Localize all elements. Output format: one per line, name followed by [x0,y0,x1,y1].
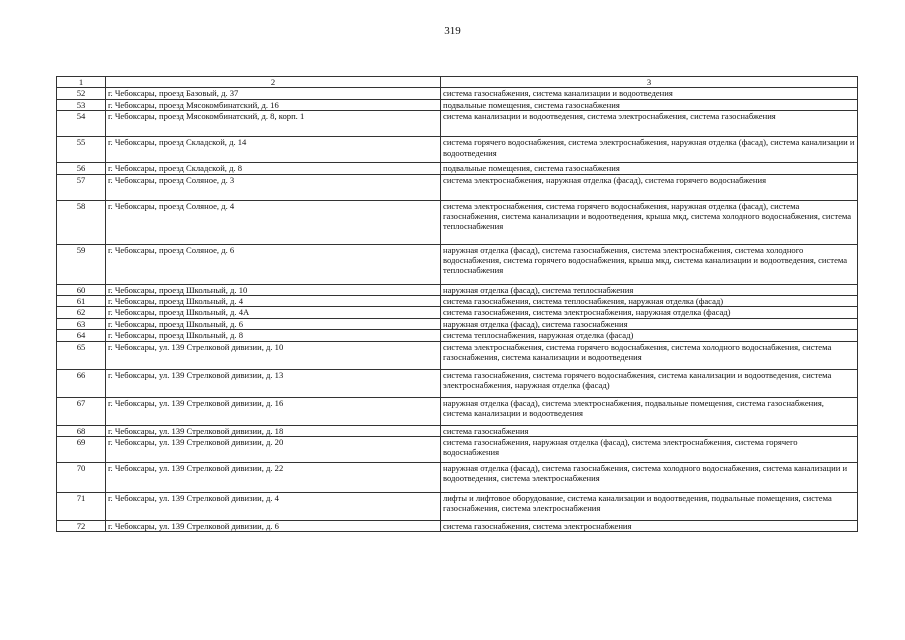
table-row [57,307,858,318]
row-systems-cell: система электроснабжения, система горячего водоснабжения, система холодного водоснабжения, система газоснабжения, система канализации и водоотведения [441,341,858,369]
row-address-cell: г. Чебоксары, проезд Школьный, д. 4 [106,296,441,307]
row-number-cell: 69 [57,437,106,463]
row-address-cell: г. Чебоксары, проезд Школьный, д. 4А [106,307,441,318]
registry-table [56,76,858,532]
table-row [57,493,858,521]
table-row [57,163,858,174]
column-header-3: 3 [441,77,858,88]
table-row [57,437,858,463]
row-number-cell: 65 [57,341,106,369]
row-systems-cell: система канализации и водоотведения, система электроснабжения, система газоснабжения [441,111,858,137]
row-number-cell: 59 [57,244,106,284]
row-address-cell: г. Чебоксары, проезд Соляное, д. 3 [106,174,441,200]
table-row [57,244,858,284]
registry-table-body [57,77,858,532]
row-systems-cell: наружная отделка (фасад), система газоснабжения, система электроснабжения, система холодного водоснабжения, система горячего водоснабжения, крыша мкд, система канализации и водоотведения, система теплоснабжения [441,244,858,284]
row-number-cell: 63 [57,318,106,329]
row-address-cell: г. Чебоксары, проезд Мясокомбинатский, д. 16 [106,99,441,110]
row-address-cell: г. Чебоксары, ул. 139 Стрелковой дивизии, д. 22 [106,463,441,493]
column-header-1: 1 [57,77,106,88]
row-number-cell: 55 [57,137,106,163]
row-number-cell: 60 [57,284,106,295]
row-number-cell: 62 [57,307,106,318]
row-systems-cell: подвальные помещения, система газоснабжения [441,163,858,174]
table-row [57,137,858,163]
row-systems-cell: наружная отделка (фасад), система газоснабжения, система холодного водоснабжения, система канализации и водоотведения, система электроснабжения [441,463,858,493]
row-number-cell: 72 [57,521,106,532]
row-systems-cell: система газоснабжения, система электроснабжения [441,521,858,532]
row-number-cell: 67 [57,397,106,425]
table-row [57,284,858,295]
row-address-cell: г. Чебоксары, ул. 139 Стрелковой дивизии, д. 4 [106,493,441,521]
row-systems-cell: подвальные помещения, система газоснабжения [441,99,858,110]
table-header-row [57,77,858,88]
row-systems-cell: система горячего водоснабжения, система электроснабжения, наружная отделка (фасад), система канализации и водоотведения [441,137,858,163]
table-row [57,397,858,425]
row-address-cell: г. Чебоксары, ул. 139 Стрелковой дивизии, д. 16 [106,397,441,425]
table-row [57,174,858,200]
row-systems-cell: система теплоснабжения, наружная отделка (фасад) [441,330,858,341]
page-number: 319 [444,25,461,37]
row-systems-cell: система газоснабжения, система теплоснабжения, наружная отделка (фасад) [441,296,858,307]
row-systems-cell: система газоснабжения, система горячего водоснабжения, система канализации и водоотведения, система электроснабжения, наружная отделка (фасад) [441,369,858,397]
table-row [57,521,858,532]
row-number-cell: 52 [57,88,106,99]
row-systems-cell: лифты и лифтовое оборудование, система канализации и водоотведения, подвальные помещения, система газоснабжения, система электроснабжения [441,493,858,521]
row-systems-cell: система газоснабжения, наружная отделка (фасад), система электроснабжения, система горячего водоснабжения [441,437,858,463]
table-row [57,318,858,329]
row-address-cell: г. Чебоксары, ул. 139 Стрелковой дивизии, д. 13 [106,369,441,397]
row-systems-cell: система газоснабжения, система электроснабжения, наружная отделка (фасад) [441,307,858,318]
row-address-cell: г. Чебоксары, проезд Складской, д. 14 [106,137,441,163]
row-number-cell: 57 [57,174,106,200]
row-address-cell: г. Чебоксары, проезд Мясокомбинатский, д. 8, корп. 1 [106,111,441,137]
row-address-cell: г. Чебоксары, проезд Школьный, д. 10 [106,284,441,295]
table-row [57,341,858,369]
row-number-cell: 61 [57,296,106,307]
table-row [57,88,858,99]
row-systems-cell: система газоснабжения, система канализации и водоотведения [441,88,858,99]
table-row [57,99,858,110]
row-number-cell: 54 [57,111,106,137]
row-systems-cell: система газоснабжения [441,425,858,436]
table-row [57,111,858,137]
table-row [57,369,858,397]
column-header-2: 2 [106,77,441,88]
row-address-cell: г. Чебоксары, проезд Соляное, д. 6 [106,244,441,284]
row-number-cell: 66 [57,369,106,397]
row-number-cell: 58 [57,200,106,244]
row-number-cell: 68 [57,425,106,436]
table-row [57,200,858,244]
row-systems-cell: наружная отделка (фасад), система электроснабжения, подвальные помещения, система газоснабжения, система канализации и водоотведения [441,397,858,425]
row-address-cell: г. Чебоксары, ул. 139 Стрелковой дивизии, д. 6 [106,521,441,532]
row-number-cell: 70 [57,463,106,493]
table-row [57,463,858,493]
row-address-cell: г. Чебоксары, проезд Базовый, д. 37 [106,88,441,99]
row-systems-cell: наружная отделка (фасад), система теплоснабжения [441,284,858,295]
table-row [57,296,858,307]
table-row [57,330,858,341]
row-number-cell: 56 [57,163,106,174]
row-number-cell: 64 [57,330,106,341]
row-address-cell: г. Чебоксары, проезд Складской, д. 8 [106,163,441,174]
row-address-cell: г. Чебоксары, ул. 139 Стрелковой дивизии, д. 18 [106,425,441,436]
row-address-cell: г. Чебоксары, проезд Школьный, д. 6 [106,318,441,329]
row-address-cell: г. Чебоксары, ул. 139 Стрелковой дивизии, д. 20 [106,437,441,463]
row-number-cell: 71 [57,493,106,521]
row-systems-cell: система электроснабжения, наружная отделка (фасад), система горячего водоснабжения [441,174,858,200]
row-address-cell: г. Чебоксары, проезд Соляное, д. 4 [106,200,441,244]
row-systems-cell: наружная отделка (фасад), система газоснабжения [441,318,858,329]
row-address-cell: г. Чебоксары, проезд Школьный, д. 8 [106,330,441,341]
row-systems-cell: система электроснабжения, система горячего водоснабжения, наружная отделка (фасад), система газоснабжения, система канализации и водоотведения, крыша мкд, система холодного водоснабжения, система теплоснабжения [441,200,858,244]
row-address-cell: г. Чебоксары, ул. 139 Стрелковой дивизии, д. 10 [106,341,441,369]
table-row [57,425,858,436]
row-number-cell: 53 [57,99,106,110]
